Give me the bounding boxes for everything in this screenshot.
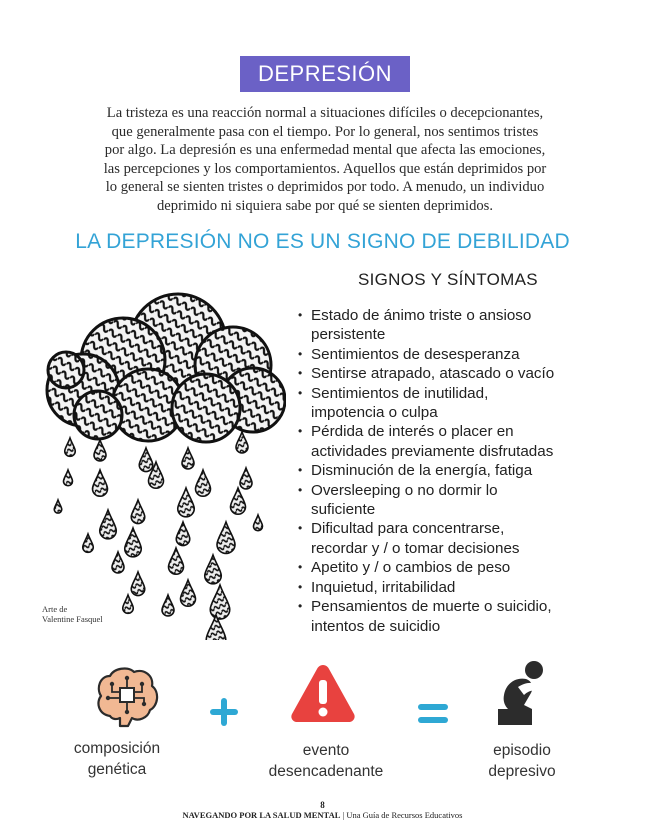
caption-line: episodio xyxy=(493,742,551,759)
symptom-text: Inquietud, irritabilidad xyxy=(311,578,456,596)
symptom-text: suficiente xyxy=(311,501,376,519)
caption-genetic xyxy=(62,738,172,780)
intro-line: La tristeza es una reacción normal a situaciones difíciles o decepcionantes, xyxy=(106,105,544,121)
caption-trigger xyxy=(248,740,404,782)
raindrop xyxy=(100,510,117,539)
raindrop xyxy=(94,440,106,461)
footer-title: NAVEGANDO POR LA SALUD MENTAL xyxy=(182,810,341,820)
symptom-text: Dificultad para concentrarse, xyxy=(311,520,505,538)
symptom-text: persistente xyxy=(311,326,386,344)
raindrop xyxy=(162,595,174,616)
caption-line: desencadenante xyxy=(268,763,384,780)
symptom-item xyxy=(298,345,618,364)
raindrop xyxy=(236,432,248,453)
symptom-list xyxy=(298,306,618,636)
sad-person-icon xyxy=(494,659,552,727)
caption-line: genética xyxy=(87,761,147,778)
raindrop xyxy=(169,548,184,574)
symptom-text: Pensamientos de muerte o suicidio, xyxy=(311,598,552,616)
footer-subtitle: | Una Guía de Recursos Educativos xyxy=(340,810,463,820)
raindrop xyxy=(131,572,145,596)
raindrop xyxy=(93,470,108,496)
caption-line: composición xyxy=(73,740,161,757)
symptom-item xyxy=(298,364,618,383)
brain-circuit-icon xyxy=(92,664,162,728)
symptom-text: intentos de suicidio xyxy=(311,617,441,635)
symptom-item xyxy=(298,578,618,597)
raindrop xyxy=(54,500,62,513)
raindrop xyxy=(254,515,263,531)
credit-line: Valentine Fasquel xyxy=(42,614,103,624)
symptom-text: Sentimientos de desesperanza xyxy=(311,345,520,363)
symptom-item xyxy=(298,597,618,636)
symptom-item xyxy=(298,422,618,461)
art-credit xyxy=(42,604,103,624)
intro-line: deprimido ni siquiera sabe por qué se sienten deprimidos. xyxy=(157,197,493,214)
raindrop xyxy=(182,448,194,469)
raindrop xyxy=(240,468,252,489)
symptom-text: Estado de ánimo triste o ansioso xyxy=(311,307,532,324)
raindrop xyxy=(139,448,153,472)
page-title: DEPRESIÓN xyxy=(240,56,410,92)
raindrop xyxy=(231,488,246,514)
symptom-item xyxy=(298,461,618,480)
raindrop xyxy=(83,534,94,552)
raindrop xyxy=(210,585,230,619)
intro-line: que generalmente pasa con el tiempo. Por lo general, nos sentimos tristes xyxy=(111,123,539,140)
page-footer xyxy=(0,810,645,820)
intro-line: las percepciones y los comportamientos. Aquellos que están deprimidos por xyxy=(103,160,547,177)
symptom-text: impotencia o culpa xyxy=(311,404,438,422)
symptom-text: Pérdida de interés o placer en xyxy=(311,423,514,441)
raindrop xyxy=(64,470,73,486)
symptom-text: Oversleeping o no dormir lo xyxy=(311,481,498,499)
symptom-item xyxy=(298,481,618,520)
plus-sign xyxy=(207,697,241,727)
raindrop xyxy=(123,595,134,613)
caption-line: depresivo xyxy=(488,763,556,780)
raindrop xyxy=(181,580,196,606)
symptom-text: actividades previamente disfrutadas xyxy=(311,442,554,460)
page-number: 8 xyxy=(320,800,325,810)
intro-line: lo general se sienten tristes o deprimidos por todo. A menudo, un individuo xyxy=(105,179,545,195)
symptom-text: Apetito y / o cambios de peso xyxy=(311,559,511,577)
credit-line: Arte de xyxy=(42,604,68,614)
raindrop xyxy=(131,500,145,524)
symptom-text: Sentimientos de inutilidad, xyxy=(311,384,489,402)
symptom-text: Sentirse atrapado, atascado o vacío xyxy=(311,365,555,383)
raindrop xyxy=(196,470,211,496)
section-subtitle: LA DEPRESIÓN NO ES UN SIGNO DE DEBILIDAD xyxy=(75,230,570,253)
symptom-item xyxy=(298,384,618,423)
raindrop xyxy=(125,528,142,557)
raindrop xyxy=(178,488,195,517)
signs-heading: SIGNOS Y SÍNTOMAS xyxy=(358,270,538,289)
warning-triangle-icon xyxy=(289,662,357,724)
caption-episode xyxy=(466,740,578,782)
symptom-text: recordar y / o tomar decisiones xyxy=(311,539,520,557)
cloud-shape xyxy=(47,294,285,442)
rain-cloud-illustration xyxy=(28,290,286,640)
raindrop xyxy=(176,522,190,546)
raindrop xyxy=(217,522,235,553)
raindrop xyxy=(65,438,76,456)
symptom-item xyxy=(298,519,618,558)
raindrop xyxy=(112,552,124,573)
intro-line: por algo. La depresión es una enfermedad mental que afecta las emociones, xyxy=(104,142,546,158)
symptom-text: Disminución de la energía, fatiga xyxy=(311,462,533,480)
equals-sign xyxy=(417,703,449,725)
raindrop xyxy=(205,555,222,584)
intro-paragraph xyxy=(70,104,580,215)
symptom-item xyxy=(298,306,618,345)
caption-line: evento xyxy=(302,742,350,759)
symptom-item xyxy=(298,558,618,577)
